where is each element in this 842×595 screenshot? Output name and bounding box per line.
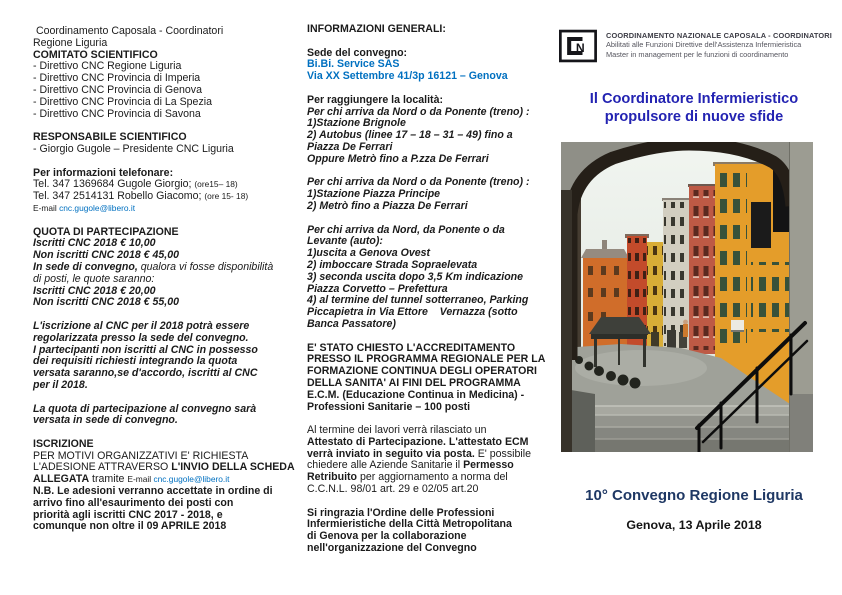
text-run: Per chi arriva da Nord o da Ponente (treno) :: [307, 105, 530, 118]
text-run: RESPONSABILE SCIENTIFICO: [33, 131, 187, 144]
text-run: Permesso: [463, 459, 514, 472]
text-run: comunque non oltre il 09 APRILE 2018: [33, 520, 227, 533]
left-column-text: [33, 26, 301, 533]
text-run: E-mail: [33, 202, 60, 213]
text-run: - Direttivo CNC Provincia di Imperia: [33, 72, 201, 85]
text-run: tramite: [89, 473, 128, 486]
middle-column: [307, 24, 552, 555]
text-line: [307, 402, 552, 414]
text-run: Al termine dei lavori verrà rilasciato un: [307, 424, 487, 437]
event-title: 10° Convegno Regione Liguria: [585, 487, 803, 504]
text-run: Tel. 347 1369684 Gugole Giorgio;: [33, 178, 195, 191]
text-line: [307, 154, 552, 166]
text-run: I partecipanti non iscritti al CNC in possesso: [33, 343, 258, 356]
text-run: Si ringrazia l'Ordine delle Professioni: [307, 506, 495, 519]
email-link[interactable]: cnc.gugole@libero.it: [153, 474, 230, 485]
theme-title-line1: Il Coordinatore Infermieristico: [589, 91, 799, 107]
text-run: Non iscritti CNC 2018 € 45,00: [33, 249, 180, 262]
org-logo-text: [606, 28, 832, 59]
org-subtitle-2: Master in management per le funzioni di coordinamento: [605, 49, 789, 59]
text-run: (ore 15- 18): [204, 191, 249, 202]
text-run: 4) al termine del tunnel sotterraneo, Parking: [307, 294, 529, 307]
text-run: dei requisiti richiesti integrando la quota: [33, 355, 238, 368]
text-line: [33, 415, 301, 427]
conference-theme-title: [556, 90, 832, 126]
text-run: - Giorgio Gugole – Presidente CNC Liguria: [33, 142, 234, 155]
text-run: Banca Passatore): [307, 317, 396, 330]
text-run: 3) seconda uscita dopo 3,5 Km indicazione: [307, 270, 524, 283]
text-run: E-mail: [127, 474, 154, 485]
text-run: arrivo fino all'esaurimento dei posti con: [33, 496, 234, 509]
text-run: 2) Metrò fino a Piazza De Ferrari: [307, 199, 468, 212]
text-run: Sede del convegno:: [307, 46, 408, 59]
text-run: chiedere alle Aziende Sanitarie il: [307, 459, 464, 472]
text-run: - Direttivo CNC Provincia di Genova: [33, 83, 202, 96]
text-line: [307, 319, 552, 331]
text-run: ISCRIZIONE: [33, 437, 94, 450]
text-run: 2) imboccare Strada Sopraelevata: [307, 258, 478, 271]
text-line: [33, 297, 301, 309]
text-run: Attestato di Partecipazione. L'attestato ECM: [307, 435, 529, 448]
text-run: Via XX Settembre 41/3p 16121 – Genova: [307, 70, 508, 83]
text-line: [33, 191, 301, 203]
text-run: La quota di partecipazione al convegno sarà: [33, 402, 257, 415]
text-run: L'ADESIONE ATTRAVERSO: [33, 461, 172, 474]
right-column: [556, 28, 832, 532]
text-run: Per informazioni telefonare:: [33, 166, 174, 179]
text-run: Tel. 347 2514131 Robello Giacomo;: [33, 190, 205, 203]
event-date: Genova, 13 Aprile 2018: [626, 518, 762, 532]
text-run: E' possibile: [474, 447, 531, 460]
text-run: Oppure Metrò fino a P.zza De Ferrari: [307, 152, 489, 165]
text-run: - Direttivo CNC Provincia di Savona: [33, 107, 201, 120]
text-run: 1)Stazione Brignole: [307, 117, 406, 130]
text-run: per aggiornamento a norma del: [357, 471, 508, 484]
text-run: Levante (auto):: [307, 235, 383, 248]
text-run: per il 2018.: [33, 378, 88, 391]
text-run: E.C.M. (Educazione Continua in Medicina) -: [307, 388, 525, 401]
text-run: Per chi arriva da Nord, da Ponente o da: [307, 223, 505, 236]
text-run: COMITATO SCIENTIFICO: [33, 48, 158, 61]
text-run: qualora vi fosse disponibilità: [137, 260, 274, 273]
text-run: regolarizzata presso la sede del convegno.: [33, 331, 249, 344]
text-line: [33, 109, 301, 121]
text-run: 1)uscita a Genova Ovest: [307, 247, 431, 260]
text-run: 1)Stazione Piazza Principe: [307, 188, 441, 201]
text-run: versata in sede di convegno.: [33, 414, 178, 427]
text-run: Iscritti CNC 2018 € 10,00: [33, 237, 156, 250]
text-run: Piazza De Ferrari: [307, 140, 393, 153]
middle-column-text: [307, 24, 552, 555]
text-run: verrà inviato in seguito via posta.: [307, 447, 475, 460]
text-run: PRESSO IL PROGRAMMA REGIONALE PER LA: [307, 353, 546, 366]
text-run: L'INVIO DELLA SCHEDA: [171, 461, 295, 474]
text-run: di Genova per la collaborazione: [307, 530, 467, 543]
text-run: Iscritti CNC 2018 € 20,00: [33, 284, 156, 297]
text-run: Coordinamento Caposala - Coordinatori: [33, 25, 224, 37]
org-subtitle-1: Abilitati alle Funzioni Direttive dell'Assistenza Infermieristica: [605, 40, 802, 49]
text-run: In sede di convegno,: [33, 260, 138, 273]
org-name: COORDINAMENTO NAZIONALE CAPOSALA - COORDINATORI: [605, 31, 832, 40]
text-run: - Direttivo CNC Provincia di La Spezia: [33, 95, 212, 108]
org-logo: [559, 28, 832, 64]
text-run: - Direttivo CNC Regione Liguria: [33, 60, 182, 73]
email-link[interactable]: cnc.gugole@libero.it: [59, 202, 136, 213]
text-line: [307, 24, 552, 36]
logo-monogram: N: [575, 40, 585, 55]
text-run: (ore15– 18): [194, 179, 238, 190]
text-run: L'iscrizione al CNC per il 2018 potrà essere: [33, 319, 250, 332]
text-line: [33, 521, 301, 533]
text-run: FORMAZIONE CONTINUA DEGLI OPERATORI: [307, 365, 537, 378]
text-run: nell'organizzazione del Convegno: [307, 542, 477, 555]
text-run: Per chi arriva da Nord o da Ponente (treno) :: [307, 176, 530, 189]
text-run: versata saranno,se d'accordo, iscritti al CNC: [33, 367, 258, 380]
text-line: [307, 201, 552, 213]
text-run: DELLA SANITA' AI FINI DEL PROGRAMMA: [307, 376, 521, 389]
left-column: [33, 26, 301, 533]
text-run: Retribuito: [307, 471, 358, 484]
theme-title-line2: propulsore di nuove sfide: [604, 109, 784, 125]
text-line: [307, 543, 552, 555]
text-run: ALLEGATA: [33, 473, 90, 486]
text-run: N.B. Le adesioni verranno accettate in ordine di: [33, 485, 273, 498]
text-run: Professioni Sanitarie – 100 posti: [307, 400, 471, 413]
text-line: [33, 144, 301, 156]
text-run: Bi.Bi. Service SAS: [307, 58, 400, 71]
cnc-logo-icon: [559, 28, 597, 64]
text-run: di posti, le quote saranno:: [33, 272, 155, 285]
text-run: Regione Liguria: [33, 36, 108, 49]
text-run: Per raggiungere la località:: [307, 93, 443, 106]
text-line: [33, 380, 301, 392]
text-run: E' STATO CHIESTO L'ACCREDITAMENTO: [307, 341, 516, 354]
text-line: [307, 71, 552, 83]
text-run: Piccapietra in Via Ettore Vernazza (sotto: [307, 306, 518, 319]
text-run: INFORMAZIONI GENERALI:: [307, 23, 446, 35]
text-run: PER MOTIVI ORGANIZZATIVI E' RICHIESTA: [33, 449, 249, 462]
text-run: Piazza Corvetto – Prefettura: [307, 282, 448, 295]
text-run: Non iscritti CNC 2018 € 55,00: [33, 296, 180, 309]
text-run: QUOTA DI PARTECIPAZIONE: [33, 225, 179, 238]
text-line: [307, 484, 552, 496]
text-run: C.C.N.L. 98/01 art. 29 e 02/05 art.20: [307, 483, 479, 496]
genova-alley-photo: [561, 142, 813, 452]
text-run: Infermieristiche della Città Metropolitana: [307, 518, 512, 531]
text-line: [33, 203, 301, 215]
text-run: priorità agli iscritti CNC 2017 - 2018, e: [33, 508, 223, 521]
text-run: 2) Autobus (linee 17 – 18 – 31 – 49) fino a: [307, 129, 513, 142]
